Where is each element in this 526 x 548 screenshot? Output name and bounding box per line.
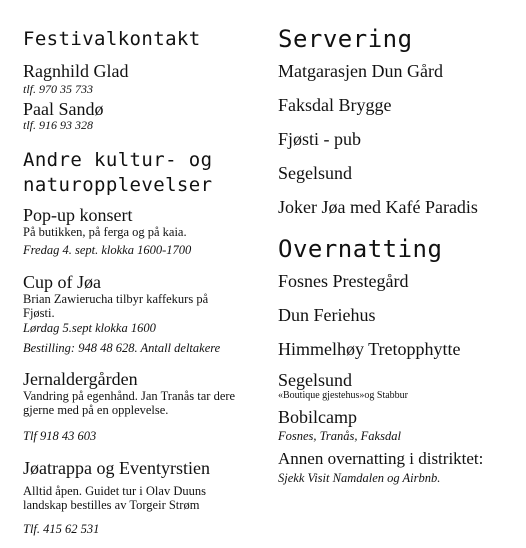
lodging-segelsund-note: «Boutique gjestehus»og Stabbur [278, 390, 408, 401]
event-title-joatrappa: Jøatrappa og Eventyrstien [23, 458, 210, 478]
lodging-tretopphytte: Himmelhøy Tretopphytte [278, 339, 461, 359]
serving-heading: Servering [278, 25, 413, 53]
event-desc-joatrappa: Alltid åpen. Guidet tur i Olav Duuns landskap bestilles av Torgeir Strøm [23, 484, 206, 512]
lodging-fosnes: Fosnes Prestegård [278, 271, 409, 291]
culture-heading-line1: Andre kultur- og [23, 149, 213, 171]
lodging-other-note: Sjekk Visit Namdalen og Airbnb. [278, 471, 441, 485]
lodging-segelsund: Segelsund [278, 370, 352, 390]
contact-phone-1: tlf. 970 35 733 [23, 82, 94, 96]
event-detail-jernalder: Tlf 918 43 603 [23, 429, 97, 443]
venue-joker: Joker Jøa med Kafé Paradis [278, 197, 478, 217]
contact-name-1: Ragnhild Glad [23, 61, 129, 81]
venue-matgarasjen: Matgarasjen Dun Gård [278, 61, 443, 81]
event-detail-cupofjoa: Lørdag 5.sept klokka 1600 [23, 321, 156, 335]
event-title-popup: Pop-up konsert [23, 205, 133, 225]
event-desc-popup: På butikken, på ferga og på kaia. [23, 225, 187, 239]
lodging-other-title: Annen overnatting i distriktet: [278, 449, 484, 468]
lodging-dun-feriehus: Dun Feriehus [278, 305, 376, 325]
contact-heading: Festivalkontakt [23, 28, 201, 50]
event-detail-popup: Fredag 4. sept. klokka 1600-1700 [23, 243, 192, 257]
venue-segelsund: Segelsund [278, 163, 352, 183]
event-title-jernalder: Jernaldergården [23, 369, 138, 389]
event-extra-cupofjoa: Bestilling: 948 48 628. Antall deltakere [23, 341, 221, 355]
contact-phone-2: tlf. 916 93 328 [23, 118, 94, 132]
event-detail-joatrappa: Tlf. 415 62 531 [23, 522, 100, 536]
venue-fjosti: Fjøsti - pub [278, 129, 362, 149]
lodging-heading: Overnatting [278, 235, 443, 263]
event-title-cupofjoa: Cup of Jøa [23, 272, 101, 292]
culture-heading-line2: naturopplevelser [23, 174, 213, 196]
lodging-bobilcamp-note: Fosnes, Tranås, Faksdal [278, 429, 401, 443]
lodging-bobilcamp: Bobilcamp [278, 407, 357, 427]
event-desc-jernalder: Vandring på egenhånd. Jan Tranås tar dere gjerne med på en opplevelse. [23, 389, 236, 417]
contact-name-2: Paal Sandø [23, 99, 104, 119]
venue-faksdal-brygge: Faksdal Brygge [278, 95, 392, 115]
event-desc-cupofjoa: Brian Zawierucha tilbyr kaffekurs på Fjøsti. [23, 292, 209, 320]
